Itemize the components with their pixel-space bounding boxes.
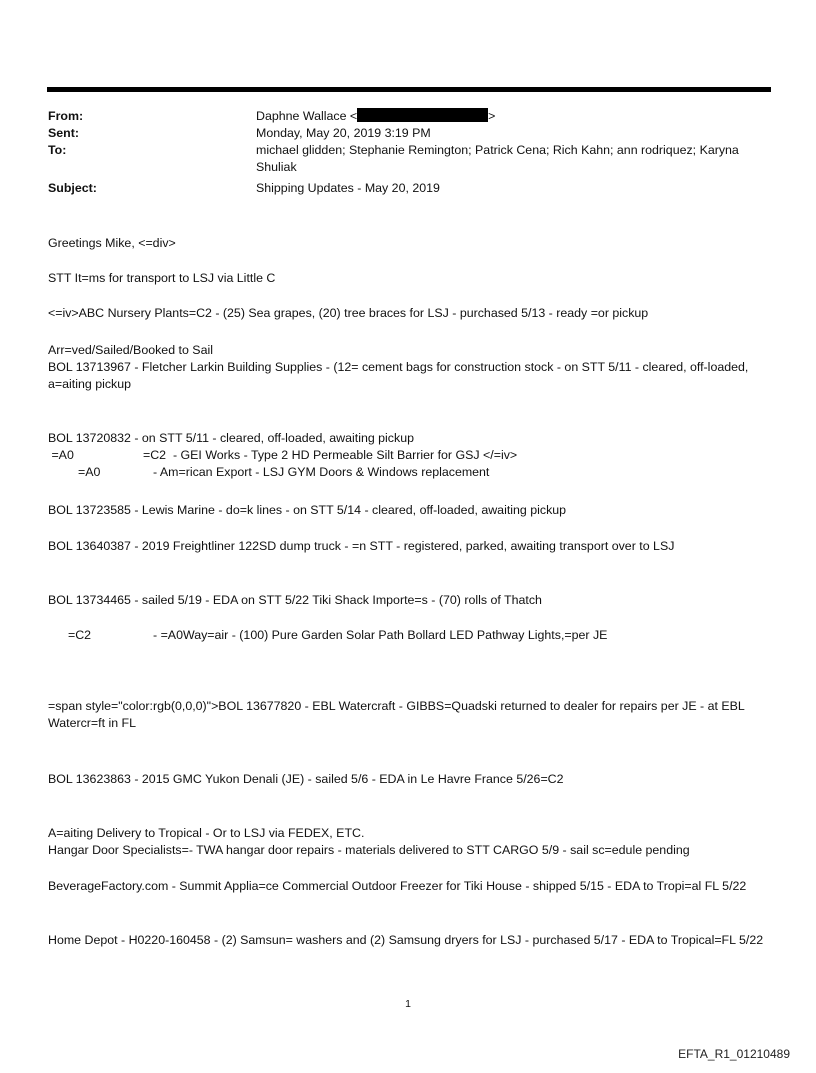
american-export-prefix: =A0 (78, 465, 101, 479)
from-suffix: > (488, 109, 496, 123)
from-label: From: (48, 109, 84, 123)
bol-13623863-line: BOL 13623863 - 2015 GMC Yukon Denali (JE) - sailed 5/6 - EDA in Le Havre France 5/26=C2 (48, 772, 564, 786)
bol-13640387-line: BOL 13640387 - 2019 Freightliner 122SD dump truck - =n STT - registered, parked, awaiting transport over to LSJ (48, 539, 675, 553)
gei-works-prefix: =A0 (48, 448, 74, 462)
redacted-email-block (357, 108, 488, 122)
bol-13677820-line: =span style="color:rgb(0,0,0)">BOL 13677820 - EBL Watercraft - GIBBS=Quadski returned to dealer for repairs per JE - at EBL Watercr=ft in FL (48, 699, 745, 730)
to-label: To: (48, 143, 67, 157)
bol-13734465-line: BOL 13734465 - sailed 5/19 - EDA on STT 5/22 Tiki Shack Importe=s - (70) rolls of Thatch (48, 593, 542, 607)
pathway-lights-prefix: =C2 (68, 628, 92, 642)
home-depot-line: Home Depot - H0220-160458 - (2) Samsun= washers and (2) Samsung dryers for LSJ - purchased 5/17 - EDA to Tropical=FL 5/22 (48, 933, 764, 947)
bol-13723585-line: BOL 13723585 - Lewis Marine - do=k lines - on STT 5/14 - cleared, off-loaded, awaiting pickup (48, 503, 567, 517)
sent-value: Monday, May 20, 2019 3:19 PM (256, 126, 431, 140)
abc-nursery-line: <=iv>ABC Nursery Plants=C2 - (25) Sea grapes, (20) tree braces for LSJ - purchased 5/13 - ready =or pickup (48, 306, 649, 320)
bol-13713967-line: BOL 13713967 - Fletcher Larkin Building Supplies - (12= cement bags for construction stock - on STT 5/11 - cleared, off-loaded, a=aiting pickup (48, 360, 749, 391)
arrived-heading: Arr=ved/Sailed/Booked to Sail (48, 343, 213, 357)
awaiting-delivery-heading: A=aiting Delivery to Tropical - Or to LSJ via FEDEX, ETC. (48, 826, 365, 840)
subject-label: Subject: (48, 181, 97, 195)
beverage-factory-line: BeverageFactory.com - Summit Applia=ce Commercial Outdoor Freezer for Tiki House - shipped 5/15 - EDA to Tropi=al FL 5/22 (48, 879, 747, 893)
stt-items-line: STT It=ms for transport to LSJ via Little C (48, 271, 276, 285)
gei-works-line: =C2 - GEI Works - Type 2 HD Permeable Silt Barrier for GSJ </=iv> (143, 448, 518, 462)
greeting-line: Greetings Mike, <=div> (48, 236, 176, 250)
header-rule (47, 87, 771, 92)
document-id-footer: EFTA_R1_01210489 (678, 1047, 790, 1061)
from-value (256, 108, 776, 125)
hangar-door-line: Hangar Door Specialists=- TWA hangar door repairs - materials delivered to STT CARGO 5/9 - sail sc=edule pending (48, 843, 690, 857)
page-number: 1 (405, 998, 411, 1010)
from-name: Daphne Wallace < (256, 109, 358, 123)
to-value: michael glidden; Stephanie Remington; Patrick Cena; Rich Kahn; ann rodriquez; Karyna Shuliak (256, 143, 739, 174)
pathway-lights-line: - =A0Way=air - (100) Pure Garden Solar Path Bollard LED Pathway Lights,=per JE (153, 628, 608, 642)
bol-13720832-line: BOL 13720832 - on STT 5/11 - cleared, off-loaded, awaiting pickup (48, 431, 414, 445)
subject-value: Shipping Updates - May 20, 2019 (256, 181, 440, 195)
sent-label: Sent: (48, 126, 79, 140)
american-export-line: - Am=rican Export - LSJ GYM Doors & Windows replacement (153, 465, 490, 479)
